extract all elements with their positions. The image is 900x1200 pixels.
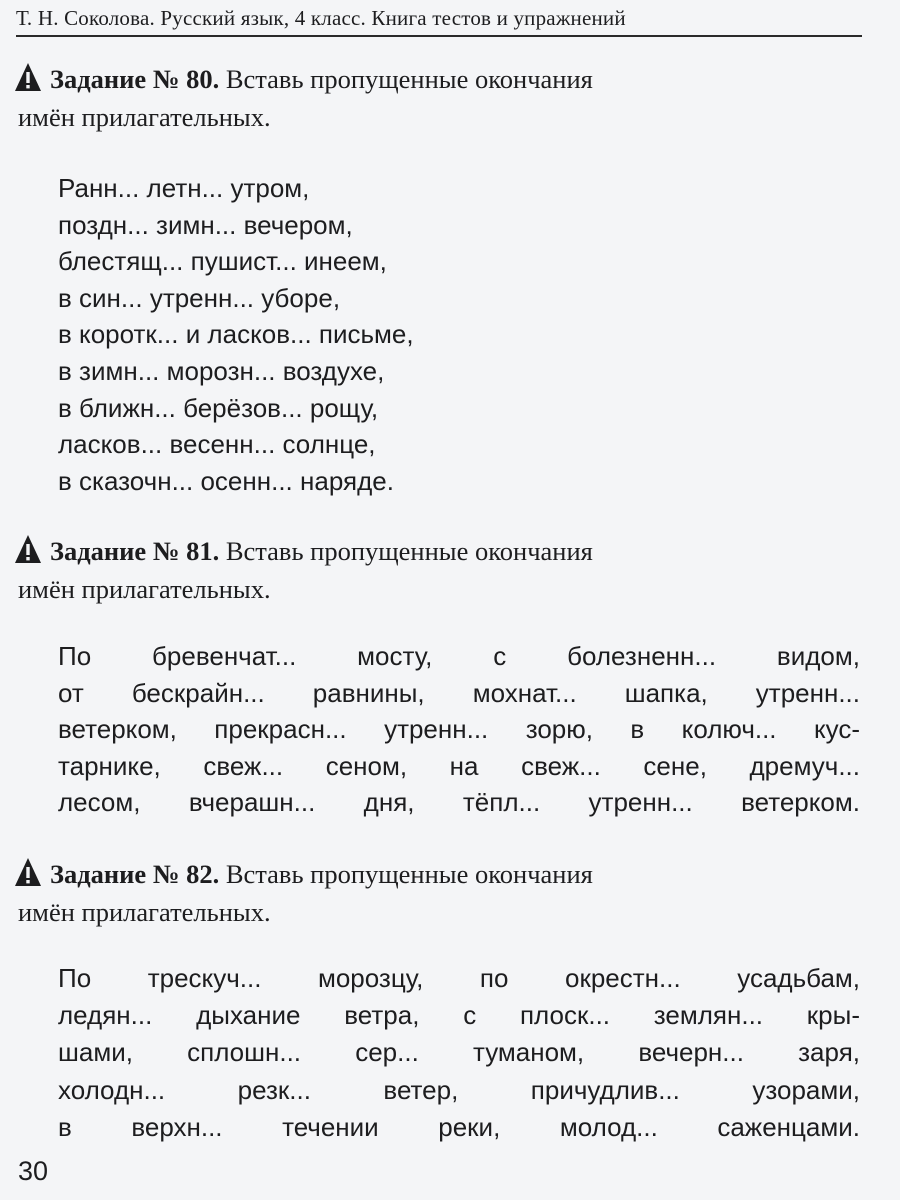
- task-82-heading: [14, 855, 870, 931]
- task-80-exercise: [58, 170, 414, 499]
- running-header: Т. Н. Соколова. Русский язык, 4 класс. Книга тестов и упражнений: [16, 6, 862, 37]
- task-instruction: Вставь пропущенные окончания: [225, 64, 593, 94]
- task-instruction-line2: имён прилагательных.: [18, 574, 271, 604]
- page-number: 30: [18, 1156, 49, 1186]
- exercise-line: По бревенчат... мосту, с болезненн... видом,: [58, 641, 860, 671]
- exercise-line: ледян... дыхание ветра, с плоск... землян... кры-: [58, 1000, 860, 1031]
- exercise-line: Ранн... летн... утром,: [58, 173, 310, 203]
- warning-triangle-icon: [14, 857, 42, 887]
- exercise-line: поздн... зимн... вечером,: [58, 209, 353, 240]
- task-82-exercise: [58, 960, 860, 1146]
- exercise-line: в ближн... берёзов... рощу,: [58, 392, 379, 423]
- exercise-line: холодн... резк... ветер, причудлив... узорами,: [58, 1074, 860, 1105]
- exercise-line: ветерком, прекрасн... утренн... зорю, в колюч... кус-: [58, 714, 860, 745]
- warning-triangle-icon: [14, 62, 42, 92]
- task-number: Задание № 82.: [50, 859, 220, 889]
- task-instruction: Вставь пропущенные окончания: [225, 859, 593, 889]
- exercise-line: тарнике, свеж... сеном, на свеж... сене, дремуч...: [58, 750, 860, 781]
- exercise-line: от бескрайн... равнины, мохнат... шапка, утренн...: [58, 677, 860, 708]
- task-80-heading: [14, 60, 870, 136]
- task-instruction: Вставь пропущенные окончания: [225, 536, 593, 566]
- exercise-line: лесом, вчерашн... дня, тёпл... утренн... ветерком.: [58, 787, 860, 818]
- task-number: Задание № 81.: [50, 536, 220, 566]
- warning-triangle-icon: [14, 534, 42, 564]
- task-instruction-line2: имён прилагательных.: [18, 102, 271, 132]
- exercise-line: По трескуч... морозцу, по окрестн... усадьбам,: [58, 963, 860, 993]
- exercise-line: блестящ... пушист... инеем,: [58, 246, 387, 277]
- exercise-line: в верхн... течении реки, молод... саженцами.: [58, 1111, 860, 1142]
- task-instruction-line2: имён прилагательных.: [18, 897, 271, 927]
- exercise-line: в зимн... морозн... воздухе,: [58, 355, 385, 386]
- exercise-line: ласков... весенн... солнце,: [58, 429, 376, 460]
- exercise-line: в коротк... и ласков... письме,: [58, 319, 414, 350]
- task-81-heading: [14, 532, 870, 608]
- exercise-line: шами, сплошн... сер... туманом, вечерн... заря,: [58, 1037, 860, 1068]
- exercise-line: в син... утренн... уборе,: [58, 282, 341, 313]
- task-number: Задание № 80.: [50, 64, 220, 94]
- exercise-line: в сказочн... осенн... наряде.: [58, 465, 394, 496]
- task-81-exercise: [58, 638, 860, 821]
